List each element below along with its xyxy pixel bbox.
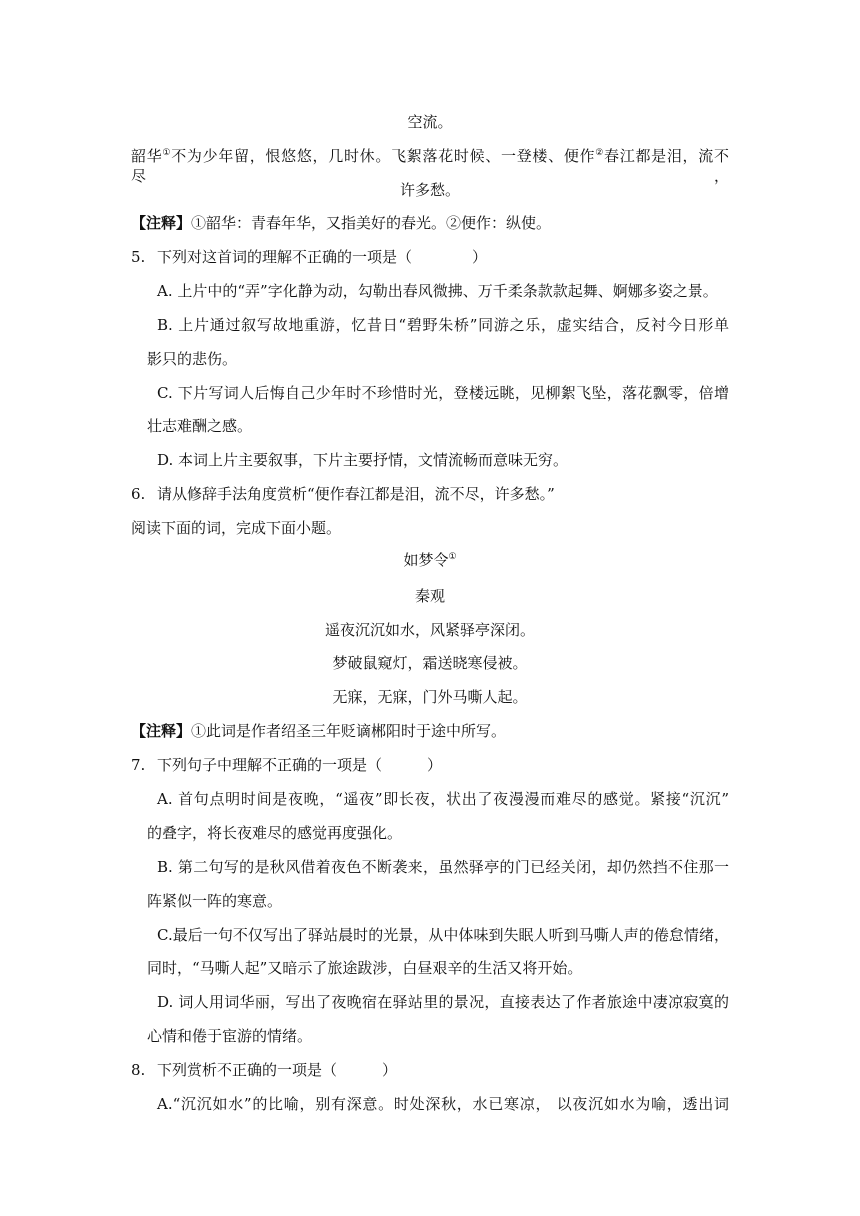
poem1-line: 韶华①不为少年留，恨悠悠，几时休。飞絮落花时候、一登楼、便作②春江都是泪，流不尽， bbox=[131, 147, 729, 185]
poem2-line-3: 无寐，无寐，门外马嘶人起。 bbox=[332, 688, 528, 706]
question-5-option-d: D. 本词上片主要叙事，下片主要抒情，文情流畅而意味无穷。 bbox=[157, 451, 569, 469]
note-text: ①韶华：青春年华，又指美好的春光。②便作：纵使。 bbox=[191, 214, 552, 232]
footnote-marker: ① bbox=[162, 148, 172, 158]
question-7-option-a-cont: 的叠字，将长夜难尽的感觉再度强化。 bbox=[147, 824, 403, 842]
footnote-marker: ① bbox=[448, 552, 457, 562]
poem2-line-2: 梦破鼠窥灯，霜送晓寒侵被。 bbox=[332, 654, 528, 672]
poem1-last-line: 许多愁。 bbox=[399, 181, 460, 199]
poem2-line-1: 遥夜沉沉如水，风紧驿亭深闭。 bbox=[324, 621, 535, 639]
question-7-stem: 7. 下列句子中理解不正确的一项是（ ） bbox=[131, 756, 443, 774]
question-8-option-a: A.“沉沉如水”的比喻，别有深意。时处深秋，水已寒凉， 以夜沉如水为喻，透出词 bbox=[157, 1095, 729, 1113]
question-5-option-b-cont: 影只的悲伤。 bbox=[147, 350, 238, 368]
note-label: 【注释】 bbox=[131, 214, 192, 232]
question-7-option-c-cont: 同时，“马嘶人起”又暗示了旅途跋涉，白昼艰辛的生活又将开始。 bbox=[147, 959, 583, 977]
question-5-stem: 5. 下列对这首词的理解不正确的一项是（ ） bbox=[131, 248, 488, 266]
poem2-author: 秦观 bbox=[414, 587, 445, 605]
note-text: ①此词是作者绍圣三年贬谪郴阳时于途中所写。 bbox=[191, 722, 507, 740]
question-7-option-b: B. 第二句写的是秋风借着夜色不断袭来，虽然驿亭的门已经关闭，却仍然挡不住那一 bbox=[157, 858, 729, 876]
question-5-option-c: C. 下片写词人后悔自己少年时不珍惜时光，登楼远眺，见柳絮飞坠，落花飘零，倍增 bbox=[157, 384, 729, 402]
poem2-note bbox=[131, 721, 506, 741]
poem1-note bbox=[131, 213, 551, 233]
note-label: 【注释】 bbox=[131, 722, 192, 740]
question-7-option-a: A. 首句点明时间是夜晚，“遥夜”即长夜，状出了夜漫漫而难尽的感觉。紧接“沉沉” bbox=[157, 790, 729, 808]
question-5-option-a: A. 上片中的“弄”字化静为动，勾勒出春风微拂、万千柔条款款起舞、婀娜多姿之景。 bbox=[157, 282, 718, 300]
footnote-marker: ② bbox=[595, 148, 605, 158]
poem1-end-line: 空流。 bbox=[407, 113, 453, 131]
question-7-option-d: D. 词人用词华丽，写出了夜晚宿在驿站里的景况，直接表达了作者旅途中凄凉寂寞的 bbox=[157, 993, 729, 1011]
reading-instruction: 阅读下面的词，完成下面小题。 bbox=[131, 519, 342, 537]
question-5-option-c-cont: 壮志难酬之感。 bbox=[147, 417, 253, 435]
question-6-stem: 6. 请从修辞手法角度赏析“便作春江都是泪，流不尽，许多愁。” bbox=[131, 485, 555, 503]
question-5-option-b: B. 上片通过叙写故地重游，忆昔日“碧野朱桥”同游之乐，虚实结合，反衬今日形单 bbox=[157, 316, 729, 334]
question-7-option-c: C.最后一句不仅写出了驿站晨时的光景，从中体味到失眠人听到马嘶人声的倦怠情绪， bbox=[157, 926, 729, 944]
question-7-option-b-cont: 阵紧似一阵的寒意。 bbox=[147, 892, 283, 910]
question-7-option-d-cont: 心情和倦于宦游的情绪。 bbox=[147, 1027, 313, 1045]
poem2-title: 如梦令① bbox=[403, 551, 457, 569]
question-8-stem: 8. 下列赏析不正确的一项是（ ） bbox=[131, 1061, 398, 1079]
